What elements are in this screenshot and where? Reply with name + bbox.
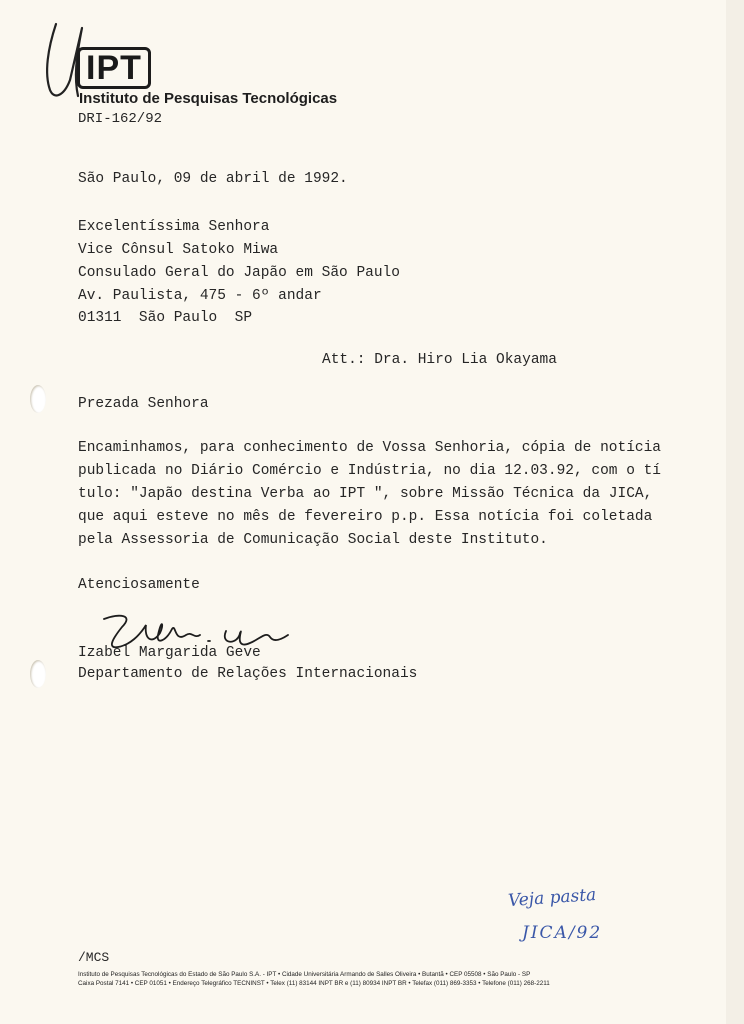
footer-line-1: Instituto de Pesquisas Tecnológicas do Estado de São Paulo S.A. - IPT • Cidade Universitária Armando de Salles Oliveira • Butantã • CEP 05508 • São Paulo - SP — [78, 971, 531, 978]
institute-name: Instituto de Pesquisas Tecnológicas — [79, 90, 338, 107]
ipt-logo — [77, 47, 151, 89]
body-paragraph — [78, 437, 678, 552]
recipient-line-3: Consulado Geral do Japão em São Paulo — [78, 265, 400, 281]
reference-number: DRI-162/92 — [78, 111, 163, 127]
recipient-line-2: Vice Cônsul Satoko Miwa — [78, 242, 279, 258]
body-line: publicada no Diário Comércio e Indústria, no dia 12.03.92, com o tí — [78, 463, 661, 479]
attention-line: Att.: Dra. Hiro Lia Okayama — [322, 352, 557, 368]
logo-text: IPT — [86, 48, 142, 87]
body-line: que aqui esteve no mês de fevereiro p.p. Essa notícia foi coletada — [78, 509, 653, 525]
punch-hole — [30, 660, 46, 688]
signatory-department: Departamento de Relações Internacionais — [78, 666, 418, 682]
handwritten-note-line-1: Veja pasta — [507, 884, 597, 912]
recipient-line-4: Av. Paulista, 475 - 6º andar — [78, 288, 322, 304]
closing: Atenciosamente — [78, 577, 200, 593]
handwritten-note-line-2: JICA/92 — [522, 923, 603, 943]
body-line: tulo: "Japão destina Verba ao IPT ", sobre Missão Técnica da JICA, — [78, 486, 653, 502]
paper-edge — [726, 0, 744, 1024]
salutation: Prezada Senhora — [78, 396, 209, 412]
punch-hole — [30, 385, 46, 413]
typist-initials: /MCS — [78, 950, 110, 965]
recipient-line-5: 01311 São Paulo SP — [78, 310, 253, 326]
date-line: São Paulo, 09 de abril de 1992. — [78, 171, 348, 187]
footer-address — [78, 970, 678, 988]
footer-line-2: Caixa Postal 7141 • CEP 01051 • Endereço Telegráfico TECNINST • Telex (11) 83144 INPT BR e (11) 80934 INPT BR • Telefax (011) 869-3353 • Telefone (011) 268-2211 — [78, 980, 550, 987]
signatory-name: Izabel Margarida Geve — [78, 645, 261, 661]
body-line: pela Assessoria de Comunicação Social deste Instituto. — [78, 532, 548, 548]
recipient-line-1: Excelentíssima Senhora — [78, 219, 270, 235]
body-line: Encaminhamos, para conhecimento de Vossa Senhoria, cópia de notícia — [78, 440, 661, 456]
